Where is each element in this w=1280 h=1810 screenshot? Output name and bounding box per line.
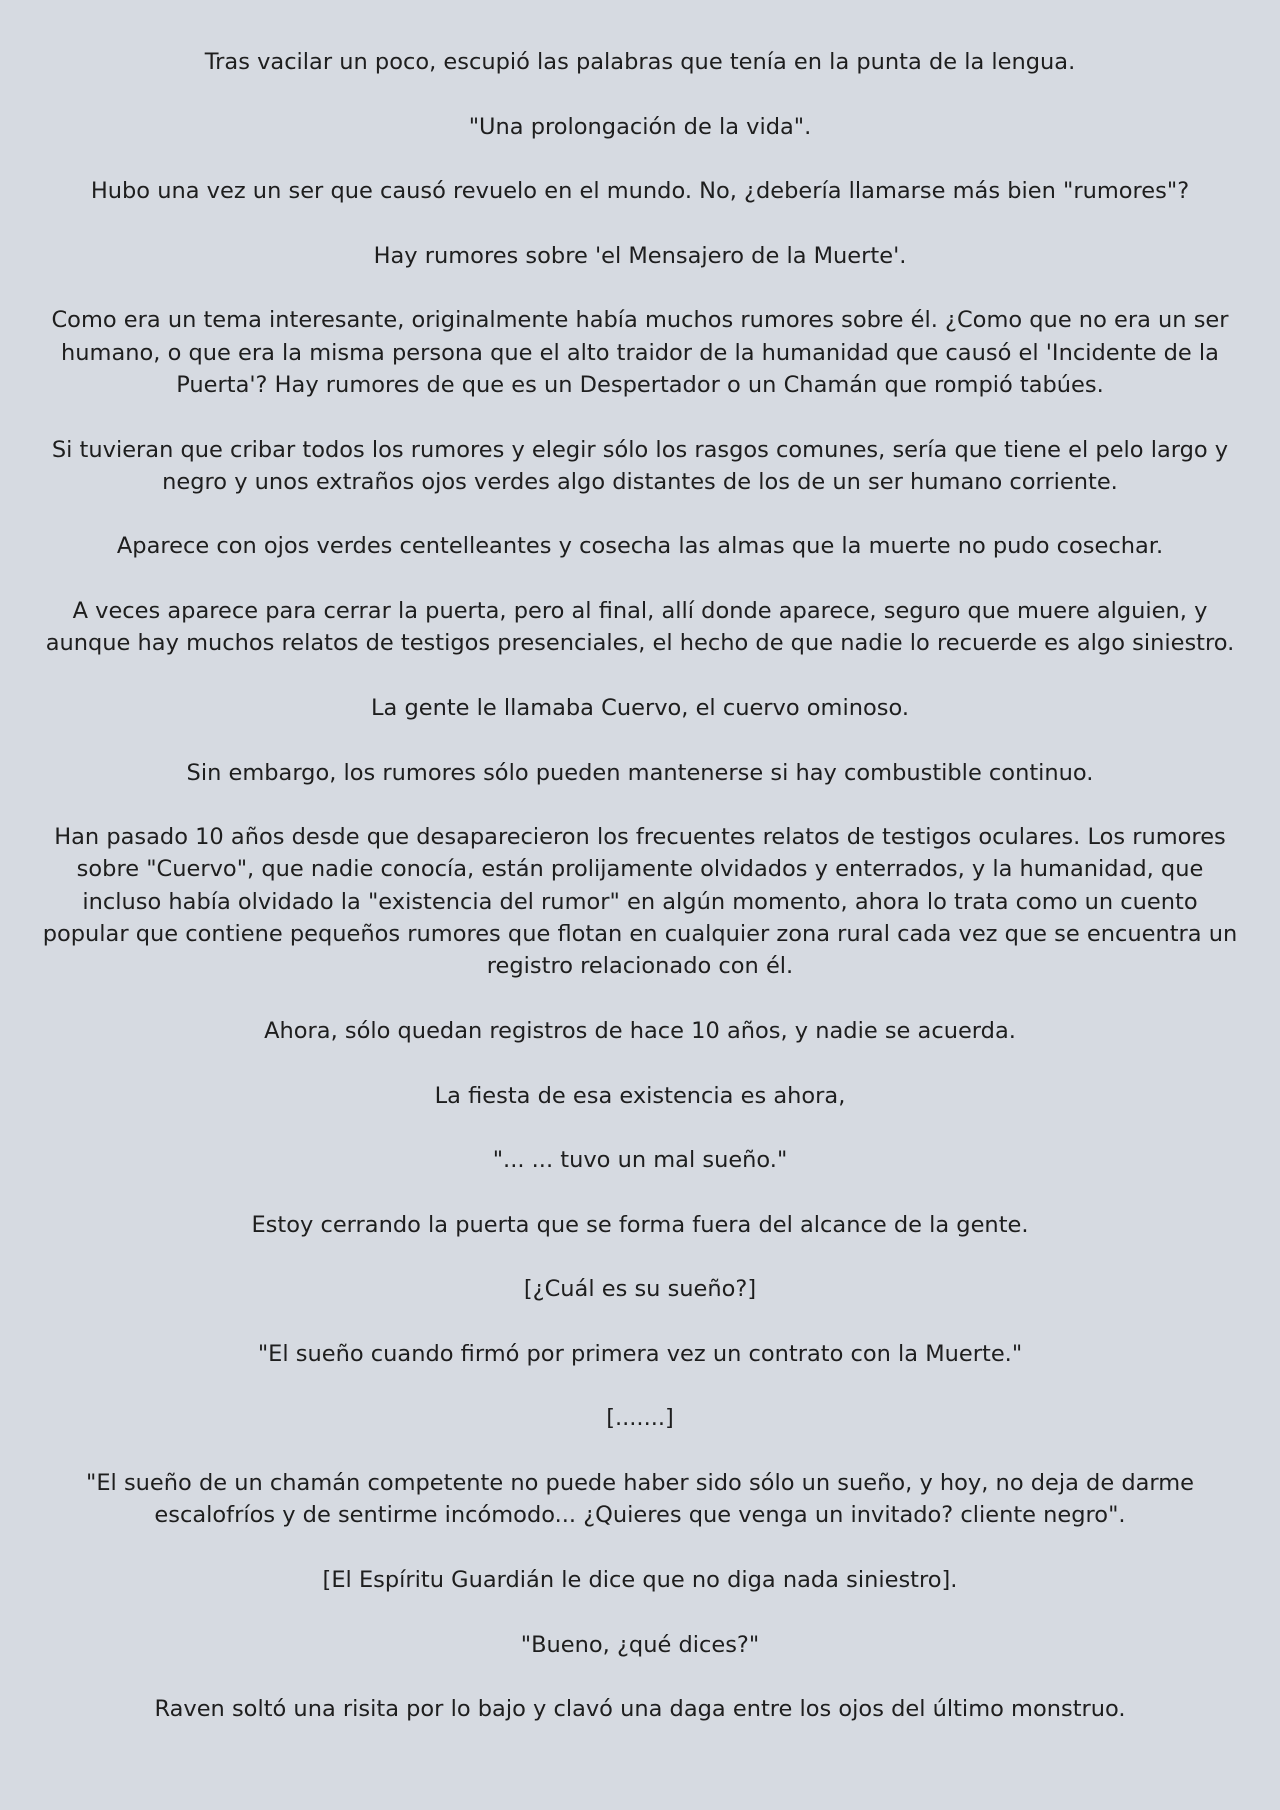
paragraph-3: Hubo una vez un ser que causó revuelo en el mundo. No, ¿debería llamarse más bien "rumores"? (90, 178, 1190, 205)
paragraph-8: A veces aparece para cerrar la puerta, pero al final, allí donde aparece, seguro que muere alguien, y aunque hay muchos relatos de testigos presenciales, el hecho de que nadie lo recuerde es algo siniestro. (45, 598, 1235, 657)
paragraph-18: [.......] (606, 1405, 674, 1432)
paragraph-9: La gente le llamaba Cuervo, el cuervo ominoso. (370, 694, 909, 721)
paragraph-2: "Una prolongación de la vida". (468, 113, 812, 140)
paragraph-14: "... ... tuvo un mal sueño." (492, 1147, 788, 1174)
paragraph-1: Tras vacilar un poco, escupió las palabras que tenía en la punta de la lengua. (204, 49, 1076, 75)
paragraph-12: Ahora, sólo quedan registros de hace 10 años, y nadie se acuerda. (264, 1017, 1016, 1044)
paragraph-7: Aparece con ojos verdes centelleantes y cosecha las almas que la muerte no pudo cosechar. (116, 533, 1164, 560)
paragraph-20: [El Espíritu Guardián le dice que no diga nada siniestro]. (322, 1566, 958, 1593)
paragraph-5: Como era un tema interesante, originalmente había muchos rumores sobre él. ¿Como que no era un ser humano, o que era la misma persona que el alto traidor de la humanidad que causó el 'Incidente de la Puerta'? Hay rumores de que es un Despertador o un Chamán que rompió tabúes. (51, 307, 1229, 398)
paragraph-17: "El sueño cuando firmó por primera vez un contrato con la Muerte." (257, 1340, 1023, 1367)
paragraph-6: Si tuvieran que cribar todos los rumores y elegir sólo los rasgos comunes, sería que tiene el pelo largo y negro y unos extraños ojos verdes algo distantes de los de un ser humano corriente. (51, 436, 1229, 495)
paragraph-21: "Bueno, ¿qué dices?" (520, 1631, 760, 1658)
paragraph-13: La fiesta de esa existencia es ahora, (434, 1082, 846, 1109)
paragraph-15: Estoy cerrando la puerta que se forma fuera del alcance de la gente. (251, 1211, 1029, 1238)
paragraph-10: Sin embargo, los rumores sólo pueden mantenerse si hay combustible continuo. (186, 759, 1094, 786)
paragraph-11: Han pasado 10 años desde que desaparecieron los frecuentes relatos de testigos oculares. Los rumores sobre "Cuervo", que nadie conocía, están prolijamente olvidados y enterrados, y la humanidad, que incluso había olvidado la "existencia del rumor" en algún momento, ahora lo trata como un cuento popular que contiene pequeños rumores que flotan en cualquier zona rural cada vez que se encuentra un registro relacionado con él. (42, 824, 1238, 980)
paragraph-16: [¿Cuál es su sueño?] (523, 1276, 757, 1303)
paragraph-19: "El sueño de un chamán competente no puede haber sido sólo un sueño, y hoy, no deja de darme escalofríos y de sentirme incómodo... ¿Quieres que venga un invitado? cliente negro". (85, 1470, 1195, 1529)
paragraph-4: Hay rumores sobre 'el Mensajero de la Muerte'. (373, 242, 907, 269)
paragraph-22: Raven soltó una risita por lo bajo y clavó una daga entre los ojos del último monstruo. (154, 1696, 1126, 1723)
